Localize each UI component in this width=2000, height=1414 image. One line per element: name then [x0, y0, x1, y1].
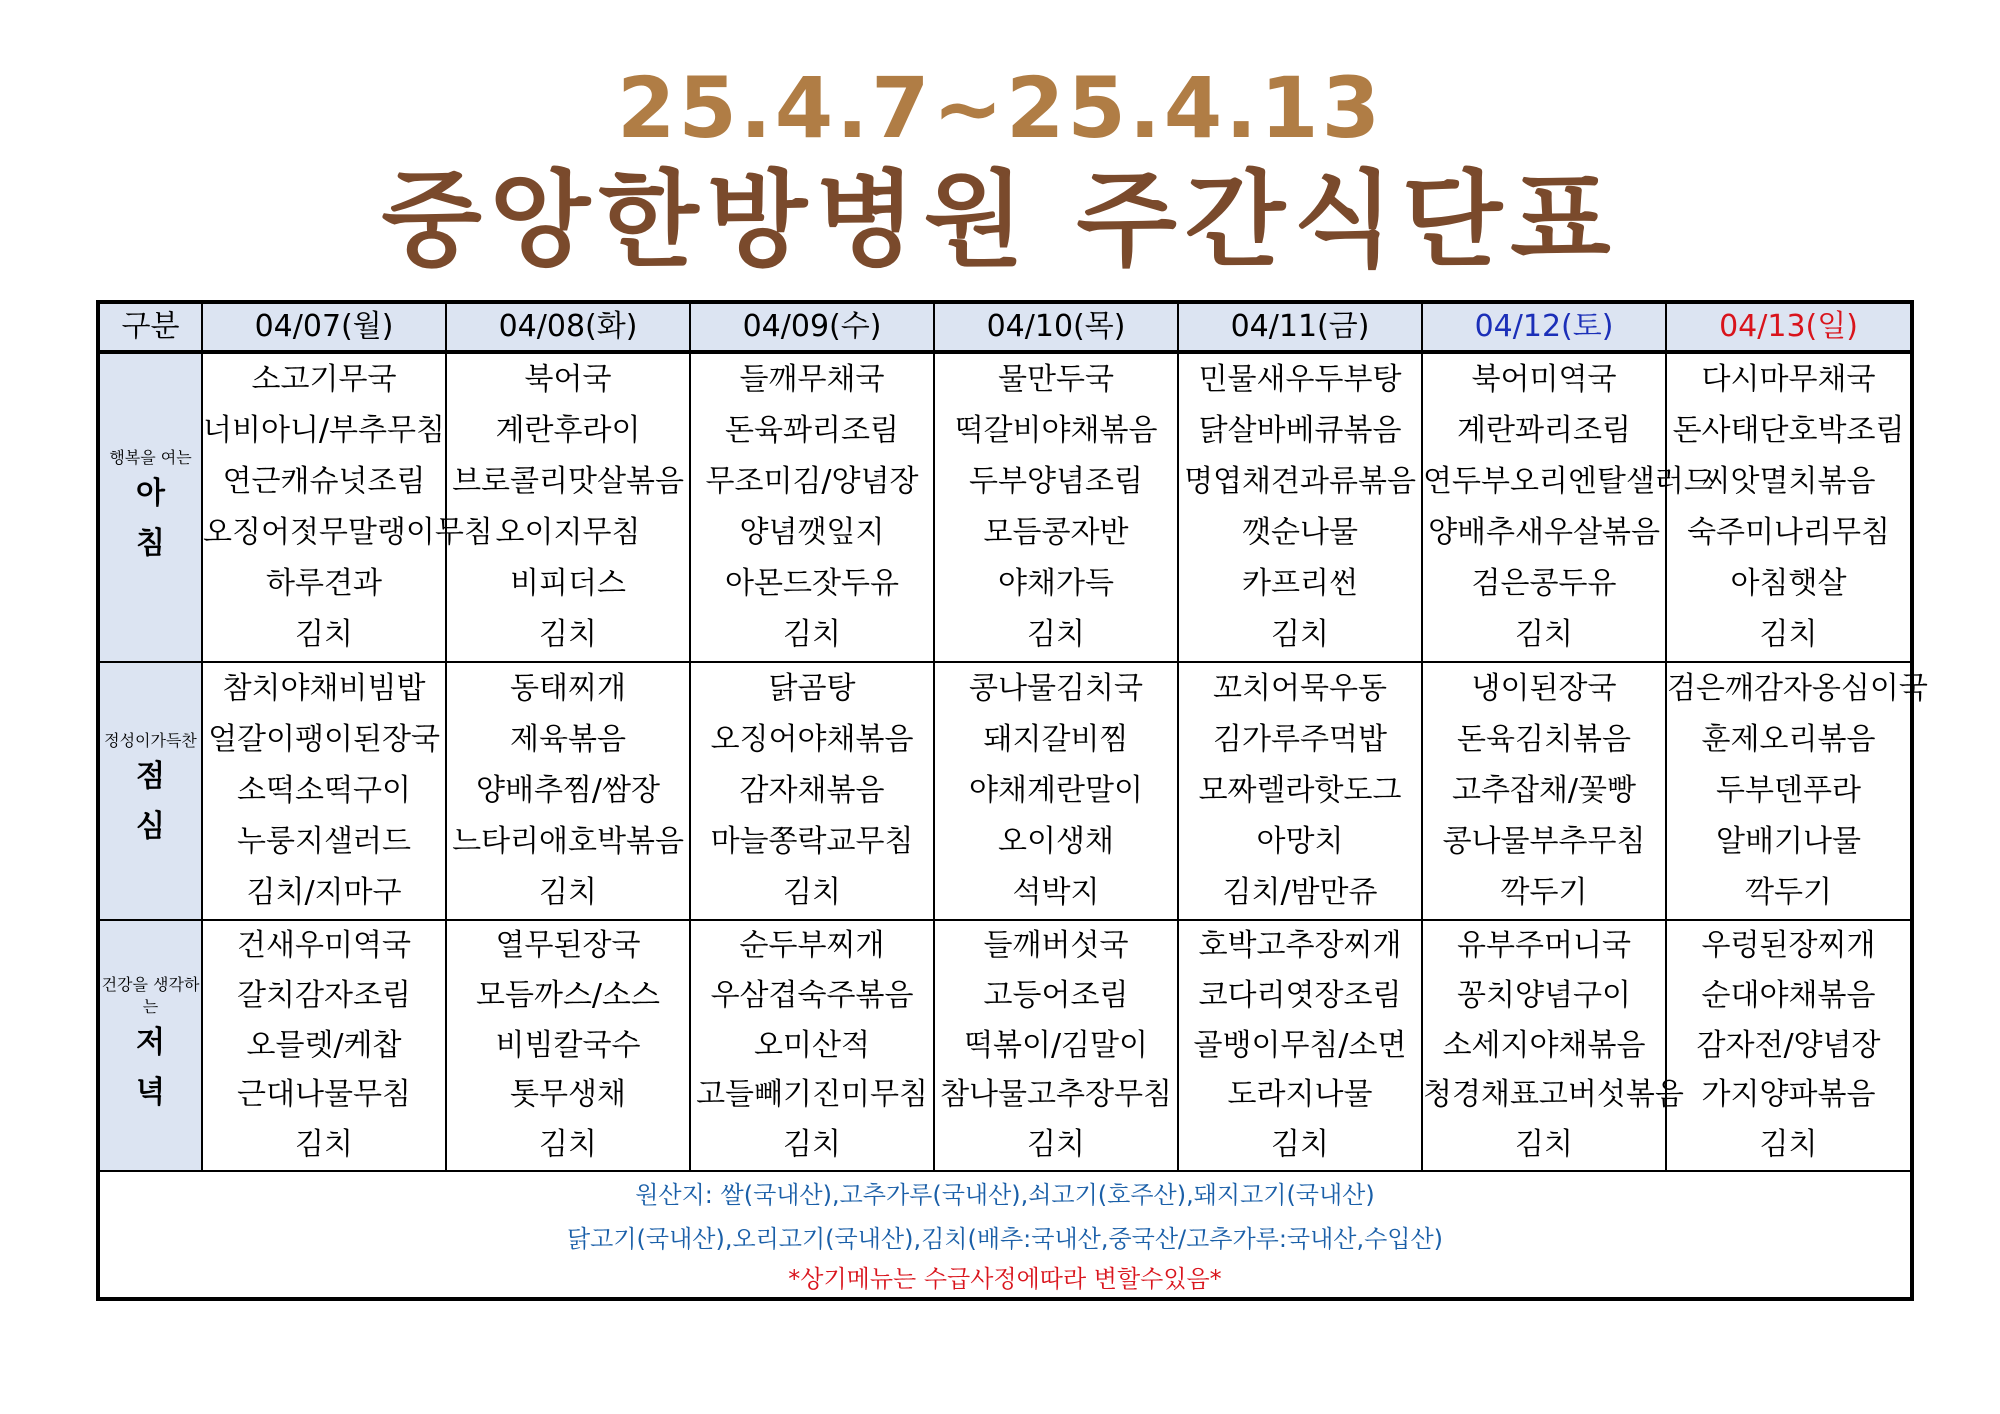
menu-cell — [934, 920, 1178, 1171]
dish-item: 코다리엿장조림 — [1198, 978, 1402, 1013]
dish-item: 계란꽈리조림 — [1457, 413, 1631, 448]
menu-cell — [1178, 352, 1422, 662]
menu-cell — [1666, 662, 1928, 920]
menu-cell — [202, 662, 446, 920]
dish-item: 물만두국 — [998, 362, 1114, 397]
dish-item: 카프리썬 — [1242, 566, 1358, 601]
dish-item: 양배추찜/쌈장 — [476, 773, 660, 809]
dish-item: 호박고추장찌개 — [1198, 928, 1402, 964]
dish-item: 검은깨감자옹심이국 — [1667, 671, 1928, 707]
dish-item: 고들빼기진미무침 — [696, 1077, 928, 1113]
dish-item: 고추잡채/꽃빵 — [1452, 773, 1636, 809]
dish-item: 참나물고추장무침 — [940, 1077, 1172, 1113]
dish-item: 검은콩두유 — [1471, 566, 1617, 601]
dish-item: 모짜렐라핫도그 — [1198, 773, 1402, 809]
dish-item: 순대야채볶음 — [1701, 978, 1876, 1013]
header-row — [98, 302, 1912, 352]
menu-change-notice: *상기메뉴는 수급사정에따라 변할수있음* — [788, 1264, 1222, 1293]
origin-info — [98, 1171, 1912, 1299]
dish-item: 북어미역국 — [1471, 362, 1617, 397]
dish-item: 참치야채비빔밥 — [222, 671, 426, 707]
dish-item: 야채계란말이 — [969, 773, 1143, 809]
dish-item: 양념깻잎지 — [739, 515, 885, 550]
menu-cell — [1422, 352, 1713, 662]
dish-item: 오징어젓무말랭이무침 — [203, 515, 493, 550]
menu-cell — [202, 352, 493, 662]
breakfast-row — [98, 352, 1912, 662]
dish-item: 김치 — [783, 617, 841, 652]
dish-item: 꼬치어묵우동 — [1213, 671, 1387, 707]
dish-item: 무조미김/양념장 — [705, 464, 919, 499]
menu-cell — [446, 920, 690, 1171]
dish-item: 우삼겹숙주볶음 — [710, 978, 914, 1013]
dinner-row — [98, 920, 1912, 1171]
weekly-menu-table — [96, 300, 1928, 1301]
dish-item: 소떡소떡구이 — [237, 773, 411, 809]
dish-item: 브로콜리맛살볶음 — [452, 464, 684, 499]
dish-item: 들깨버섯국 — [983, 928, 1129, 964]
dish-item: 야채가득 — [998, 566, 1114, 601]
dish-item: 건새우미역국 — [237, 928, 411, 964]
dish-item: 떡볶이/김말이 — [964, 1027, 1148, 1063]
dish-item: 석박지 — [1012, 875, 1100, 911]
dish-item: 오믈렛/케찹 — [246, 1027, 402, 1063]
dish-item: 꽁치양념구이 — [1457, 978, 1631, 1013]
menu-cell — [934, 352, 1178, 662]
dish-item: 김치 — [295, 617, 353, 652]
meal-label-breakfast — [98, 352, 202, 662]
menu-cell — [446, 352, 690, 662]
menu-cell — [690, 352, 934, 662]
dish-item: 아침햇살 — [1730, 566, 1847, 601]
dish-item: 깍두기 — [1745, 875, 1832, 911]
dish-item: 숙주미나리무침 — [1687, 515, 1890, 550]
meal-name: 저녁 — [136, 1024, 187, 1110]
meal-name: 아침 — [136, 475, 187, 561]
dish-item: 김치 — [295, 1126, 353, 1162]
dish-item: 오이지무침 — [495, 515, 641, 550]
dish-item: 오미산적 — [754, 1027, 870, 1063]
dish-item: 김치/밤만쥬 — [1222, 875, 1378, 911]
dish-item: 김치 — [539, 1126, 597, 1162]
dish-item: 연근캐슈넛조림 — [222, 464, 426, 499]
dish-item: 다시마무채국 — [1701, 362, 1876, 397]
dish-item: 골뱅이무침/소면 — [1193, 1027, 1407, 1063]
dish-item: 명엽채견과류볶음 — [1184, 464, 1416, 499]
menu-cell — [934, 662, 1178, 920]
dish-item: 김치 — [1027, 617, 1085, 652]
day-header-wed: 04/09(수) — [690, 302, 934, 352]
menu-cell — [202, 920, 446, 1171]
origin-row — [98, 1171, 1912, 1299]
dish-item: 김치 — [539, 617, 597, 652]
day-header-fri: 04/11(금) — [1178, 302, 1422, 352]
meal-name: 점심 — [136, 759, 187, 845]
dish-item: 비빔칼국수 — [495, 1027, 641, 1063]
dish-item: 훈제오리볶음 — [1701, 722, 1876, 758]
dish-item: 제육볶음 — [510, 722, 626, 758]
meal-subtitle: 건강을 생각하는 — [101, 974, 200, 1016]
dish-item: 모듬까스/소스 — [476, 978, 660, 1013]
dish-item: 돈육꽈리조림 — [725, 413, 899, 448]
menu-cell — [690, 662, 934, 920]
menu-cell — [446, 662, 690, 920]
dish-item: 도라지나물 — [1227, 1077, 1373, 1113]
dish-item: 두부덴푸라 — [1716, 773, 1861, 809]
dish-item: 우렁된장찌개 — [1701, 928, 1876, 964]
date-range: 25.4.7~25.4.13 — [616, 59, 1384, 157]
dish-item: 열무된장국 — [495, 928, 641, 964]
meal-subtitle: 행복을 여는 — [109, 447, 192, 467]
dish-item: 김치/지마구 — [246, 875, 402, 911]
menu-cell — [1422, 662, 1666, 920]
meal-subtitle: 정성이가득찬 — [104, 731, 197, 751]
day-header-thu: 04/10(목) — [934, 302, 1178, 352]
menu-cell — [690, 920, 934, 1171]
dish-item: 갈치감자조림 — [237, 978, 411, 1013]
dish-item: 들깨무채국 — [739, 362, 885, 397]
day-header-sun: 04/13(일) — [1666, 302, 1912, 352]
dish-item: 김치 — [539, 875, 597, 911]
menu-cell — [1666, 352, 1912, 662]
dish-item: 청경채표고버섯볶음 — [1423, 1077, 1684, 1113]
dish-item: 동태찌개 — [510, 671, 626, 707]
dish-item: 김치 — [783, 875, 841, 911]
dish-item: 돈육김치볶음 — [1457, 722, 1631, 758]
day-header-tue: 04/08(화) — [446, 302, 690, 352]
dish-item: 콩나물김치국 — [969, 671, 1143, 707]
dish-item: 김치 — [1271, 1126, 1329, 1162]
dish-item: 김치 — [1027, 1126, 1085, 1162]
day-header-sat: 04/12(토) — [1422, 302, 1666, 352]
dish-item: 얼갈이팽이된장국 — [208, 722, 440, 758]
dish-item: 깍두기 — [1500, 875, 1588, 911]
page-title: 중앙한방병원 주간식단표 — [381, 159, 1619, 281]
dish-item: 누룽지샐러드 — [237, 824, 411, 860]
day-header-mon: 04/07(월) — [202, 302, 446, 352]
dish-item: 하루견과 — [266, 566, 382, 601]
dish-item: 돼지갈비찜 — [983, 722, 1129, 758]
dish-item: 양배추새우살볶음 — [1428, 515, 1660, 550]
origin-line-2: 닭고기(국내산),오리고기(국내산),김치(배추:국내산,중국산/고추가루:국내산,수입산) — [566, 1224, 1444, 1253]
dish-item: 아망치 — [1256, 824, 1344, 860]
dish-item: 소세지야채볶음 — [1442, 1027, 1646, 1063]
dish-item: 감자채볶음 — [739, 773, 885, 809]
dish-item: 느타리애호박볶음 — [452, 824, 684, 860]
menu-cell — [1666, 920, 1912, 1171]
menu-cell — [1422, 920, 1684, 1171]
dish-item: 감자전/양념장 — [1696, 1027, 1881, 1063]
dish-item: 김치 — [783, 1126, 841, 1162]
meal-label-dinner — [98, 920, 202, 1171]
dish-item: 깻순나물 — [1242, 515, 1358, 550]
dish-item: 김치 — [1759, 1126, 1818, 1162]
dish-item: 냉이된장국 — [1471, 671, 1617, 707]
dish-item: 순두부찌개 — [739, 928, 885, 964]
dish-item: 돈사태단호박조림 — [1672, 413, 1905, 448]
dish-item: 근대나물무침 — [237, 1077, 411, 1113]
menu-cell — [1178, 662, 1422, 920]
menu-cell — [1178, 920, 1422, 1171]
dish-item: 김치 — [1759, 617, 1818, 652]
dish-item: 두부양념조림 — [969, 464, 1143, 499]
dish-item: 유부주머니국 — [1457, 928, 1631, 964]
dish-item: 김치 — [1515, 617, 1573, 652]
dish-item: 소고기무국 — [251, 362, 397, 397]
dish-item: 김가루주먹밥 — [1213, 722, 1387, 758]
meal-label-lunch — [98, 662, 202, 920]
dish-item: 마늘쫑락교무침 — [710, 824, 914, 860]
dish-item: 모듬콩자반 — [983, 515, 1129, 550]
dish-item: 김치 — [1515, 1126, 1573, 1162]
category-header: 구분 — [98, 302, 202, 352]
dish-item: 계란후라이 — [495, 413, 641, 448]
dish-item: 북어국 — [524, 362, 612, 397]
dish-item: 고등어조림 — [983, 978, 1129, 1013]
dish-item: 연두부오리엔탈샐러드 — [1423, 464, 1713, 499]
dish-item: 오이생채 — [998, 824, 1114, 860]
dish-item: 알배기나물 — [1716, 824, 1861, 860]
dish-item: 비피더스 — [510, 566, 626, 601]
dish-item: 너비아니/부추무침 — [203, 413, 445, 448]
origin-line-1: 원산지: 쌀(국내산),고추가루(국내산),쇠고기(호주산),돼지고기(국내산) — [635, 1180, 1375, 1209]
dish-item: 아몬드잣두유 — [725, 566, 899, 601]
dish-item: 씨앗멸치볶음 — [1701, 464, 1876, 499]
dish-item: 민물새우두부탕 — [1198, 362, 1402, 397]
dish-item: 닭곰탕 — [768, 671, 856, 707]
dish-item: 가지양파볶음 — [1701, 1077, 1876, 1113]
dish-item: 오징어야채볶음 — [710, 722, 914, 758]
dish-item: 닭살바베큐볶음 — [1198, 413, 1402, 448]
dish-item: 톳무생채 — [510, 1077, 626, 1113]
dish-item: 콩나물부추무침 — [1442, 824, 1646, 860]
lunch-row — [98, 662, 1912, 920]
dish-item: 떡갈비야채볶음 — [954, 413, 1158, 448]
dish-item: 김치 — [1271, 617, 1329, 652]
